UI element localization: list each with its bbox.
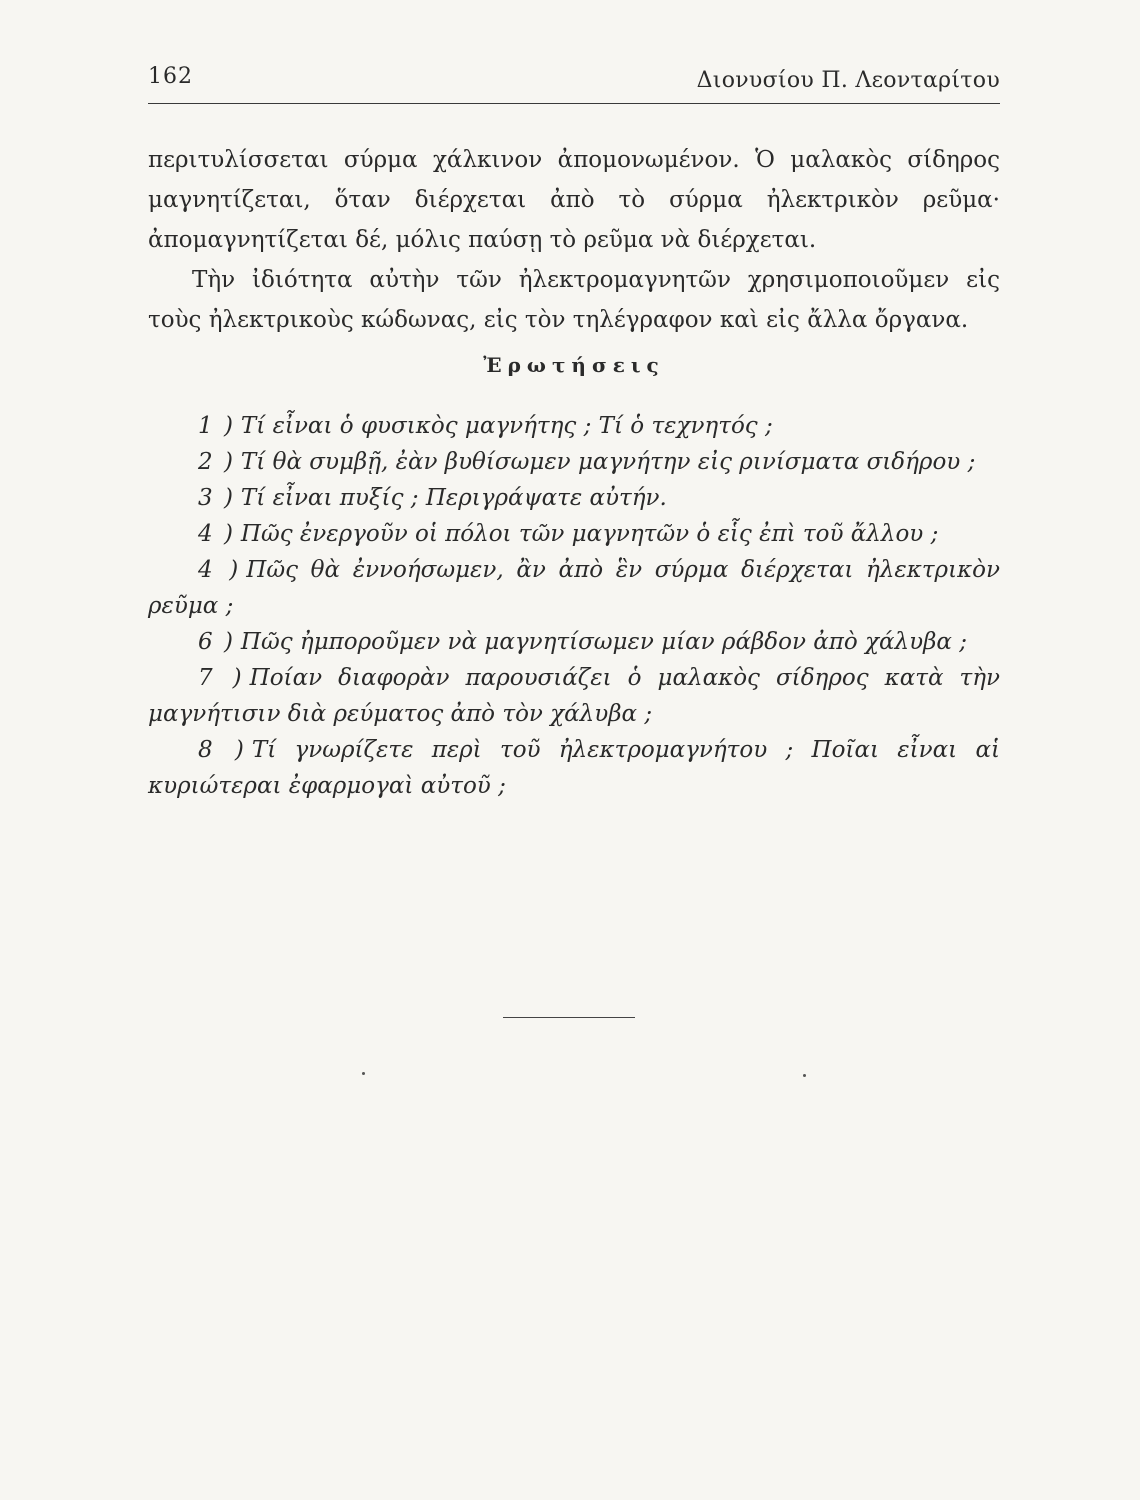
question-number: 8 ) [198,737,246,763]
questions-list [148,408,1000,804]
question-number: 7 ) [198,665,244,691]
page-number: 162 [148,64,193,89]
question-text: Τί θὰ συμβῇ, ἐὰν βυθίσωμεν μαγνήτην εἰς ρινίσματα σιδήρου ; [240,449,976,475]
question-text: Πῶς θὰ ἐννοήσωμεν, ἂν ἀπὸ ἓν σύρμα διέρχεται ἠλεκτρικὸν ρεῦμα ; [148,557,1001,619]
end-rule [503,1017,635,1018]
question-item [148,408,1000,444]
question-text: Πῶς ἠμποροῦμεν νὰ μαγνητίσωμεν μίαν ράβδον ἀπὸ χάλυβα ; [240,629,967,655]
question-text: Ποίαν διαφορὰν παρουσιάζει ὁ μαλακὸς σίδηρος κατὰ τὴν μαγνήτισιν διὰ ρεύματος ἀπὸ τὸν χάλυβα ; [148,665,1000,727]
section-heading: Ἐρωτήσεις [483,353,665,377]
question-item [148,624,1000,660]
question-number: 6 ) [198,629,235,655]
question-text: Πῶς ἐνεργοῦν οἱ πόλοι τῶν μαγνητῶν ὁ εἷς ἐπὶ τοῦ ἄλλου ; [240,521,939,547]
question-item [148,444,1000,480]
question-number: 3 ) [198,485,235,511]
paper-speck [803,1074,806,1077]
body-text [148,140,1000,340]
question-item [148,480,1000,516]
paragraph: περιτυλίσσεται σύρμα χάλκινον ἀπομονωμένον. Ὁ μαλακὸς σίδηρος μαγνητίζεται, ὅταν διέρχεται ἀπὸ τὸ σύρμα ἠλεκτρικὸν ρεῦμα· ἀπομαγνητίζεται δέ, μόλις παύσῃ τὸ ρεῦμα νὰ διέρχεται. [148,147,1000,253]
running-head: Διονυσίου Π. Λεονταρίτου [696,68,1000,93]
question-text: Τί εἶναι πυξίς ; Περιγράψατε αὐτήν. [240,485,667,511]
question-number: 4 ) [198,521,235,547]
paper-speck [362,1072,365,1075]
question-text: Τί γνωρίζετε περὶ τοῦ ἠλεκτρομαγνήτου ; Ποῖαι εἶναι αἱ κυριώτεραι ἐφαρμογαὶ αὐτοῦ ; [148,737,1001,799]
question-item [148,660,1000,732]
paragraph: Τὴν ἰδιότητα αὐτὴν τῶν ἠλεκτρομαγνητῶν χρησιμοποιοῦμεν εἰς τοὺς ἠλεκτρικοὺς κώδωνας, εἰς τὸν τηλέγραφον καὶ εἰς ἄλλα ὄργανα. [148,267,1000,333]
question-item [148,552,1000,624]
question-item [148,516,1000,552]
question-number: 4 ) [198,557,241,583]
question-item [148,732,1000,804]
page-header [148,62,1000,102]
question-number: 1 ) [198,413,235,439]
question-number: 2 ) [198,449,235,475]
question-text: Τί εἶναι ὁ φυσικὸς μαγνήτης ; Τί ὁ τεχνητός ; [240,413,773,439]
header-rule [148,103,1000,104]
